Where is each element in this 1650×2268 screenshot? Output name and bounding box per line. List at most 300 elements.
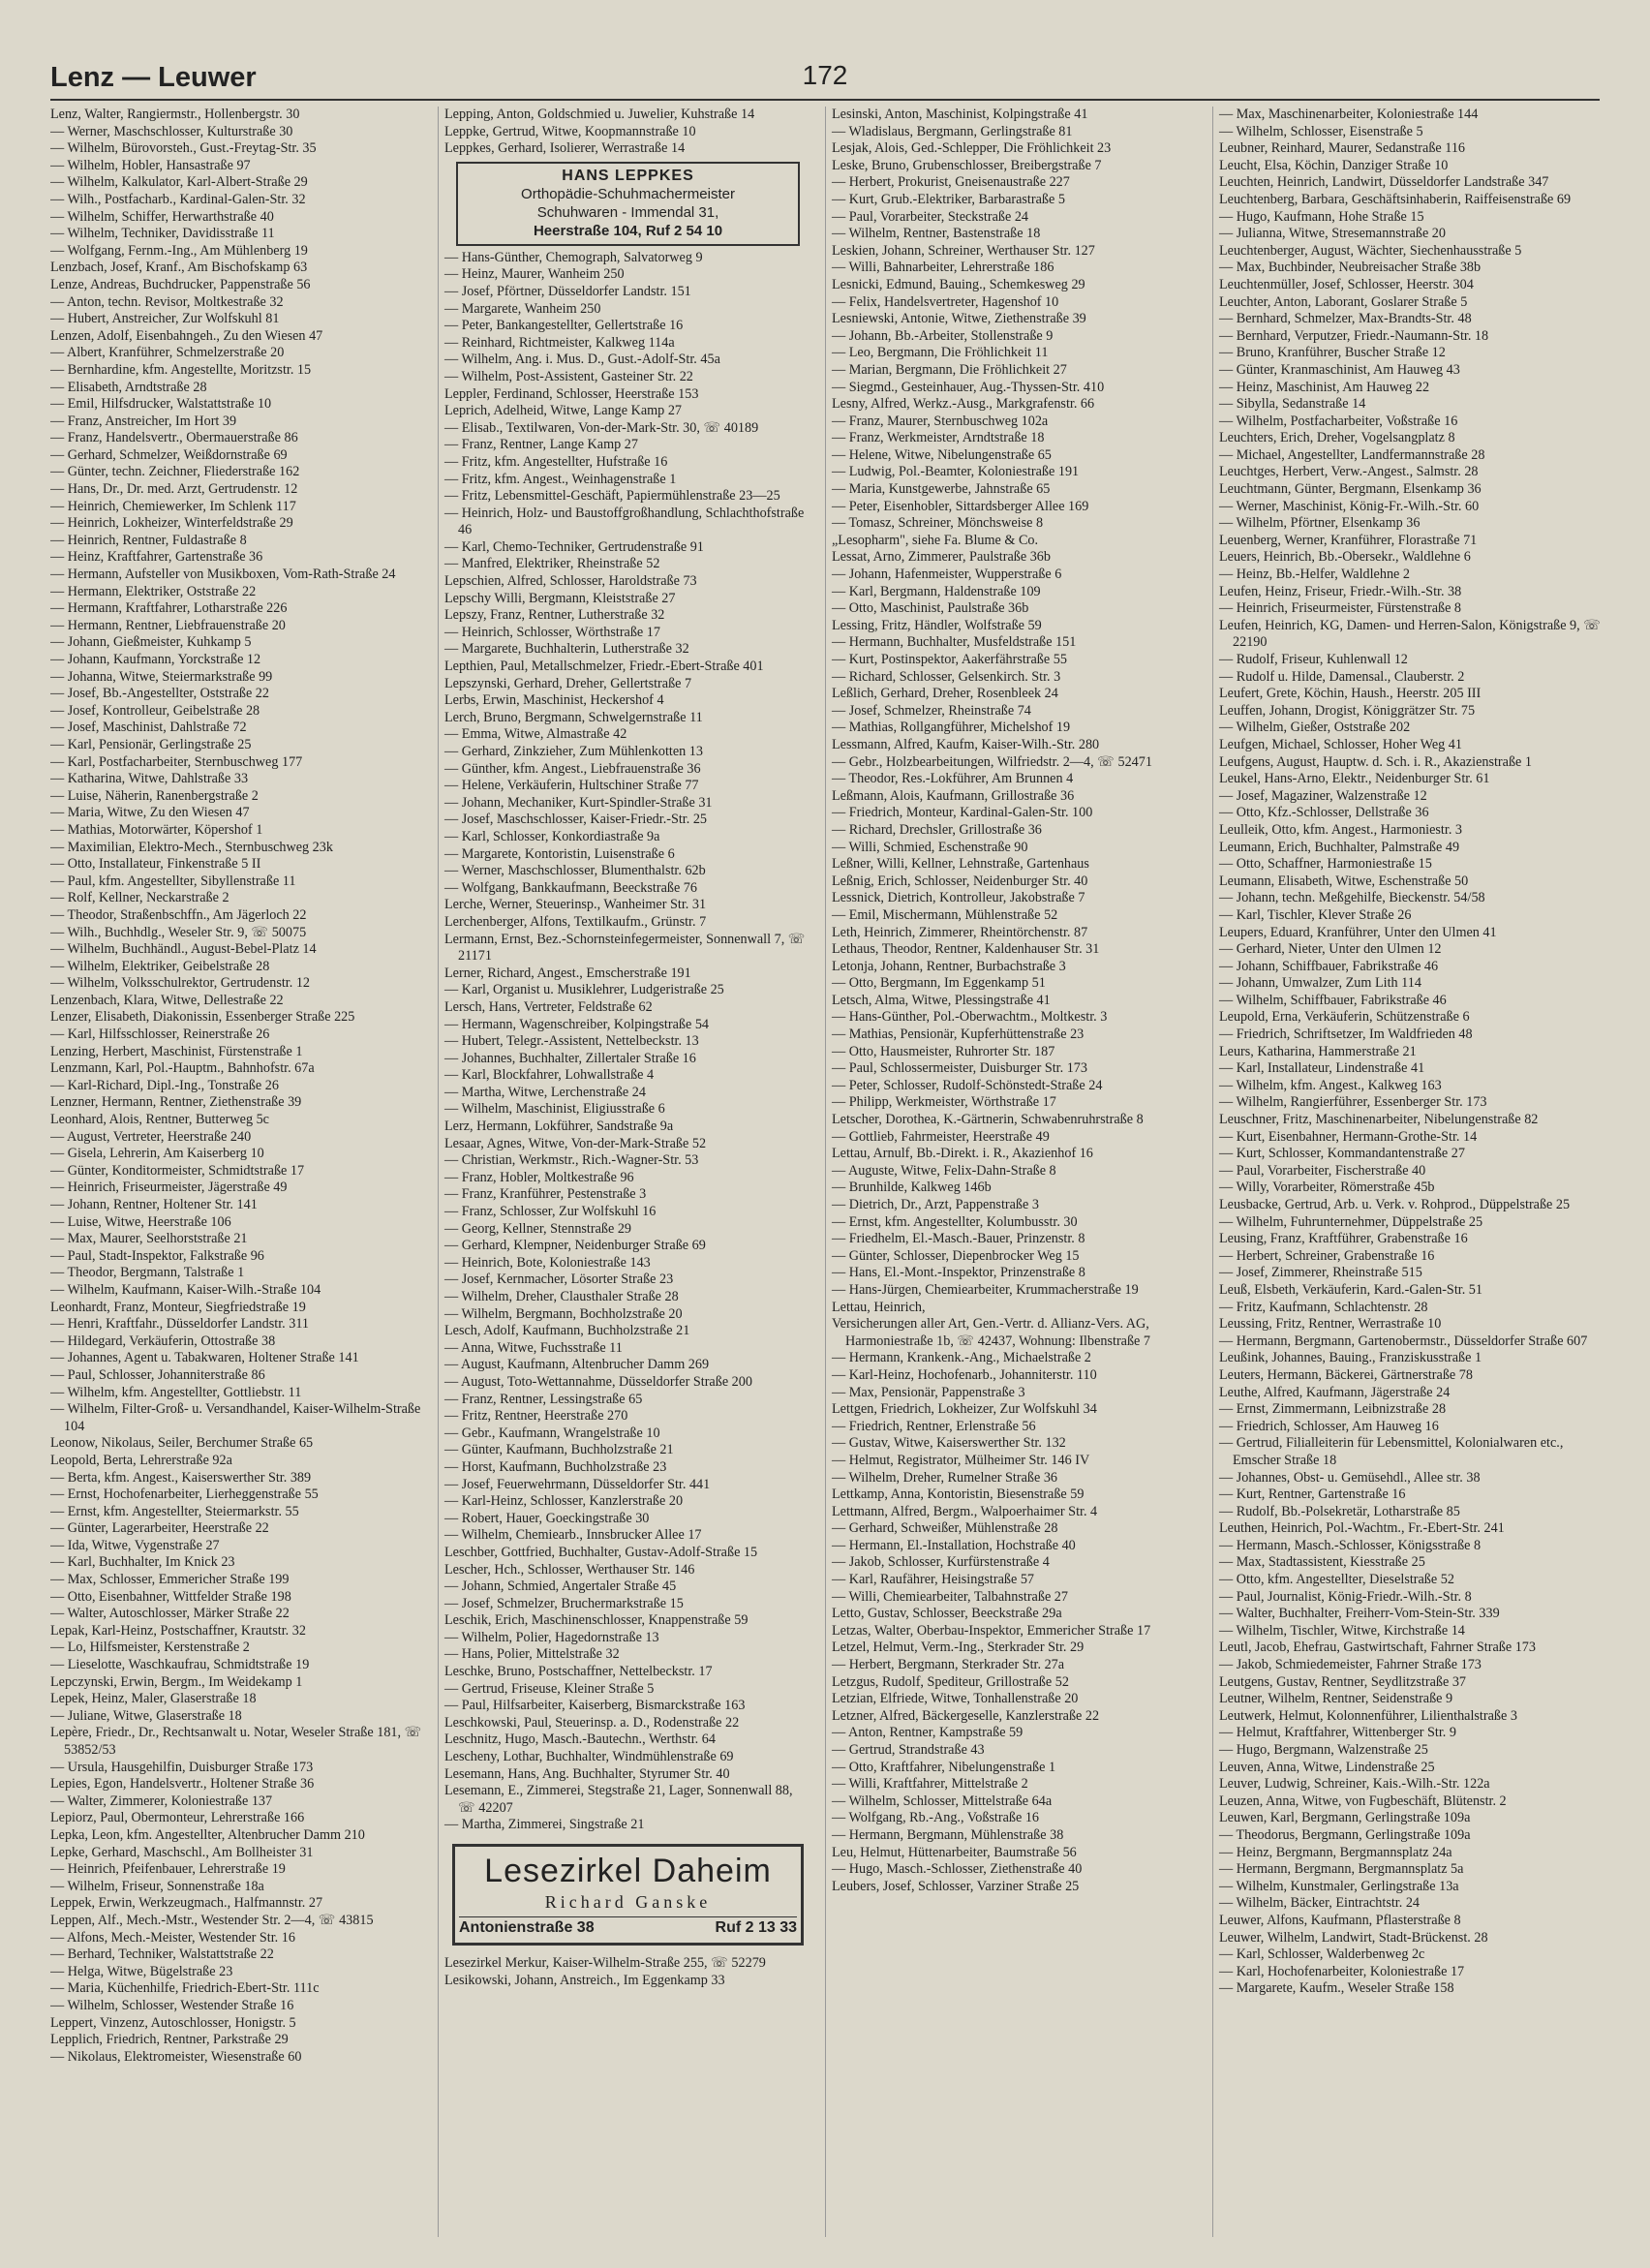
directory-entry: — Hans-Jürgen, Chemiearbeiter, Krummacherstraße 19 xyxy=(832,1281,1139,1298)
directory-entry: — Gerhard, Schweißer, Mühlenstraße 28 xyxy=(832,1520,1058,1537)
directory-entry: — Theodor, Res.-Lokführer, Am Brunnen 4 xyxy=(832,771,1074,787)
directory-entry: — Johannes, Obst- u. Gemüsehdl., Allee str. 38 xyxy=(1219,1469,1481,1486)
directory-entry: — Hermann, Kraftfahrer, Lotharstraße 226 xyxy=(50,600,288,617)
directory-entry: — Felix, Handelsvertreter, Hagenshof 10 xyxy=(832,293,1059,310)
directory-entry: — Helmut, Kraftfahrer, Wittenberger Str. 9 xyxy=(1219,1725,1456,1741)
directory-entry: Leuenberg, Werner, Kranführer, Florastraße 71 xyxy=(1219,532,1478,548)
directory-entry: Leutl, Jacob, Ehefrau, Gastwirtschaft, Fahrner Straße 173 xyxy=(1219,1640,1536,1656)
directory-entry: Leuchtmann, Günter, Bergmann, Elsenkamp 36 xyxy=(1219,481,1482,498)
directory-entry: — Johann, Hafenmeister, Wupperstraße 6 xyxy=(832,567,1062,583)
directory-entry: — August, Toto-Wettannahme, Düsseldorfer Straße 200 xyxy=(444,1373,752,1390)
directory-entry: Leßner, Willi, Kellner, Lehnstraße, Gartenhaus xyxy=(832,856,1089,873)
column-3 xyxy=(825,107,1199,2237)
directory-entry: — Mathias, Rollgangführer, Michelshof 19 xyxy=(832,720,1071,736)
directory-entry: — Josef, Kontrolleur, Geibelstraße 28 xyxy=(50,702,260,719)
directory-entry: — Johanna, Witwe, Steiermarkstraße 99 xyxy=(50,668,273,685)
directory-entry: Leppkes, Gerhard, Isolierer, Werrastraße 14 xyxy=(444,140,686,157)
directory-entry: — Heinrich, Friseurmeister, Jägerstraße 49 xyxy=(50,1180,288,1196)
directory-entry: — Willi, Chemiearbeiter, Talbahnstraße 27 xyxy=(832,1588,1068,1605)
directory-entry: — Karl, Pensionär, Gerlingstraße 25 xyxy=(50,736,252,752)
directory-entry: — Marian, Bergmann, Die Fröhlichkeit 27 xyxy=(832,361,1067,378)
directory-entry: — Josef, Schmelzer, Bruchermarkstraße 15 xyxy=(444,1595,684,1611)
directory-entry: Lettmann, Alfred, Bergm., Walpoerhaimer Str. 4 xyxy=(832,1503,1098,1519)
directory-entry: Leuven, Anna, Witwe, Lindenstraße 25 xyxy=(1219,1759,1435,1775)
directory-entry: Leucht, Elsa, Köchin, Danziger Straße 10 xyxy=(1219,157,1449,173)
directory-entry: — Hermann, Bergmann, Bergmannsplatz 5a xyxy=(1219,1861,1464,1878)
directory-entry: — Otto, Installateur, Finkenstraße 5 II xyxy=(50,856,261,873)
directory-entry: — Leo, Bergmann, Die Fröhlichkeit 11 xyxy=(832,345,1049,361)
directory-entry: — Juliane, Witwe, Glaserstraße 18 xyxy=(50,1707,242,1724)
directory-entry: Versicherungen aller Art, Gen.-Vertr. d. Allianz-Vers. AG, Harmoniestraße 1b, ☏ 42437, Wohnung: Ilbenstraße 7 xyxy=(832,1316,1150,1349)
directory-entry: — Wilhelm, Schiffer, Herwarthstraße 40 xyxy=(50,208,274,225)
directory-entry: — Heinz, Kraftfahrer, Gartenstraße 36 xyxy=(50,549,263,566)
directory-entry: Leufgen, Michael, Schlosser, Hoher Weg 41 xyxy=(1219,736,1462,752)
leppkes-advertisement xyxy=(456,162,800,246)
directory-entry: — Karl-Richard, Dipl.-Ing., Tonstraße 26 xyxy=(50,1077,279,1093)
directory-entry: — Helga, Witwe, Bügelstraße 23 xyxy=(50,1963,233,1979)
directory-entry: — Bernhard, Verputzer, Friedr.-Naumann-Str. 18 xyxy=(1219,327,1489,344)
directory-entry: Letzgus, Rudolf, Spediteur, Grillostraße 52 xyxy=(832,1673,1069,1690)
directory-entry: — Heinrich, Bote, Koloniestraße 143 xyxy=(444,1254,651,1271)
directory-entry: Leuchtenberger, August, Wächter, Siechenhausstraße 5 xyxy=(1219,242,1522,259)
directory-entry: — Theodor, Straßenbschffn., Am Jägerloch 22 xyxy=(50,906,307,923)
directory-entry: — Martha, Witwe, Lerchenstraße 24 xyxy=(444,1084,646,1100)
directory-entry: — Bernhardine, kfm. Angestellte, Moritzstr. 15 xyxy=(50,361,312,378)
directory-entry: — Margarete, Kontoristin, Luisenstraße 6 xyxy=(444,845,675,862)
directory-entry: Lenzner, Hermann, Rentner, Ziethenstraße 39 xyxy=(50,1094,302,1111)
directory-entry: — Gebr., Kaufmann, Wrangelstraße 10 xyxy=(444,1425,660,1441)
directory-entry: — Hugo, Masch.-Schlosser, Ziethenstraße 40 xyxy=(832,1861,1083,1878)
directory-entry: — Hans, Dr., Dr. med. Arzt, Gertrudenstr. 12 xyxy=(50,481,298,498)
directory-entry: — Wilhelm, Buchhändl., August-Bebel-Platz 14 xyxy=(50,941,317,958)
directory-entry: — Theodorus, Bergmann, Gerlingstraße 109a xyxy=(1219,1826,1471,1843)
directory-entry: — Hermann, Masch.-Schlosser, Königsstraße 8 xyxy=(1219,1537,1482,1553)
directory-entry: Leprich, Adelheid, Witwe, Lange Kamp 27 xyxy=(444,403,683,419)
directory-entry: — Hermann, Aufsteller von Musikboxen, Vom-Rath-Straße 24 xyxy=(50,567,396,583)
directory-entry: — Bernhard, Schmelzer, Max-Brandts-Str. 48 xyxy=(1219,311,1472,327)
directory-entry: — Otto, Hausmeister, Ruhrorter Str. 187 xyxy=(832,1043,1055,1059)
directory-entry: — Karl, Buchhalter, Im Knick 23 xyxy=(50,1554,235,1571)
directory-entry: Letto, Gustav, Schlosser, Beeckstraße 29a xyxy=(832,1606,1062,1622)
directory-entry: — Josef, Bb.-Angestellter, Oststraße 22 xyxy=(50,686,269,702)
directory-entry: Lessnick, Dietrich, Kontrolleur, Jakobstraße 7 xyxy=(832,890,1085,906)
directory-entry: — Karl, Schlosser, Walderbenweg 2c xyxy=(1219,1946,1425,1963)
directory-entry: Lenzen, Adolf, Eisenbahngeh., Zu den Wiesen 47 xyxy=(50,327,323,344)
directory-entry: — Hans, Polier, Mittelstraße 32 xyxy=(444,1646,620,1663)
directory-entry: Lesch, Adolf, Kaufmann, Buchholzstraße 21 xyxy=(444,1323,690,1339)
directory-entry: Lescher, Hch., Schlosser, Werthauser Str. 146 xyxy=(444,1561,695,1578)
directory-entry: — Günter, Lagerarbeiter, Heerstraße 22 xyxy=(50,1520,269,1537)
directory-entry: — Emil, Mischermann, Mühlenstraße 52 xyxy=(832,906,1058,923)
directory-entry: Leupold, Erna, Verkäuferin, Schützenstraße 6 xyxy=(1219,1009,1470,1026)
directory-entry: — Hermann, El.-Installation, Hochstraße 40 xyxy=(832,1537,1076,1553)
directory-entry: — Josef, Schmelzer, Rheinstraße 74 xyxy=(832,702,1031,719)
directory-entry: — Franz, Werkmeister, Arndtstraße 18 xyxy=(832,430,1045,446)
directory-entry: — Max, Schlosser, Emmericher Straße 199 xyxy=(50,1572,290,1588)
directory-entry: — Hans-Günther, Pol.-Oberwachtm., Moltkestr. 3 xyxy=(832,1009,1108,1026)
directory-entry: — Paul, Journalist, König-Friedr.-Wilh.-Str. 8 xyxy=(1219,1588,1472,1605)
directory-entry: — Ludwig, Pol.-Beamter, Koloniestraße 191 xyxy=(832,464,1080,480)
ad-title: Lesezirkel Daheim xyxy=(484,1853,772,1889)
directory-entry: — Herbert, Schreiner, Grabenstraße 16 xyxy=(1219,1247,1435,1264)
directory-entry: — Brunhilde, Kalkweg 146b xyxy=(832,1180,992,1196)
directory-entry: — Helmut, Registrator, Mülheimer Str. 146 IV xyxy=(832,1452,1090,1468)
directory-entry: Leufgens, August, Hauptw. d. Sch. i. R., Akazienstraße 1 xyxy=(1219,753,1532,770)
directory-entry: — Wladislaus, Bergmann, Gerlingstraße 81 xyxy=(832,123,1073,139)
directory-entry: Lerche, Werner, Steuerinsp., Wanheimer Str. 31 xyxy=(444,897,707,913)
directory-entry: — Karl, Bergmann, Haldenstraße 109 xyxy=(832,583,1041,599)
directory-entry: — Heinz, Bergmann, Bergmannsplatz 24a xyxy=(1219,1844,1452,1860)
directory-entry: — Gerhard, Nieter, Unter den Ulmen 12 xyxy=(1219,941,1442,958)
directory-entry: — Paul, Vorarbeiter, Fischerstraße 40 xyxy=(1219,1162,1426,1179)
directory-entry: Leschke, Bruno, Postschaffner, Nettelbeckstr. 17 xyxy=(444,1664,713,1680)
directory-entry: — Josef, Pförtner, Düsseldorfer Landstr. 151 xyxy=(444,283,691,299)
directory-entry: Leulleik, Otto, kfm. Angest., Harmoniestr. 3 xyxy=(1219,821,1463,838)
directory-entry: — Johann, Gießmeister, Kuhkamp 5 xyxy=(50,634,252,651)
directory-entry: — Franz, Schlosser, Zur Wolfskuhl 16 xyxy=(444,1204,657,1220)
directory-entry: — Hermann, Rentner, Liebfrauenstraße 20 xyxy=(50,617,286,633)
directory-entry: Lettau, Arnulf, Bb.-Direkt. i. R., Akazienhof 16 xyxy=(832,1146,1093,1162)
directory-entry: — Günter, Konditormeister, Schmidtstraße 17 xyxy=(50,1162,305,1179)
directory-entry: Lepek, Heinz, Maler, Glaserstraße 18 xyxy=(50,1691,257,1707)
directory-entry: — Josef, Maschinist, Dahlstraße 72 xyxy=(50,720,247,736)
directory-entry: Leußink, Johannes, Bauing., Franziskusstraße 1 xyxy=(1219,1350,1482,1366)
directory-entry: — Günther, kfm. Angest., Liebfrauenstraße 36 xyxy=(444,760,701,777)
directory-entry: — August, Kaufmann, Altenbrucher Damm 269 xyxy=(444,1357,710,1373)
directory-entry: Leukel, Hans-Arno, Elektr., Neidenburger Str. 61 xyxy=(1219,771,1490,787)
directory-entry: — Margarete, Kaufm., Weseler Straße 158 xyxy=(1219,1980,1454,1997)
directory-entry: Leuers, Heinrich, Bb.-Obersekr., Waldlehne 6 xyxy=(1219,549,1471,566)
directory-entry: — Heinrich, Friseurmeister, Fürstenstraße 8 xyxy=(1219,600,1462,617)
directory-entry: — Willy, Vorarbeiter, Römerstraße 45b xyxy=(1219,1180,1435,1196)
directory-entry: — Maximilian, Elektro-Mech., Sternbuschweg 23k xyxy=(50,839,333,855)
directory-entry: Lepschien, Alfred, Schlosser, Haroldstraße 73 xyxy=(444,573,697,590)
directory-entry: Leuwen, Karl, Bergmann, Gerlingstraße 109a xyxy=(1219,1810,1471,1826)
directory-entry: — Lo, Hilfsmeister, Kerstenstraße 2 xyxy=(50,1640,250,1656)
directory-entry: — Johann, Bb.-Arbeiter, Stollenstraße 9 xyxy=(832,327,1054,344)
directory-entry: Leussing, Fritz, Rentner, Werrastraße 10 xyxy=(1219,1316,1442,1333)
directory-entry: — Willi, Bahnarbeiter, Lehrerstraße 186 xyxy=(832,260,1054,276)
directory-entry: — Wilhelm, Bürovorsteh., Gust.-Freytag-Str. 35 xyxy=(50,140,317,157)
directory-entry: Leschkowski, Paul, Steuerinsp. a. D., Rodenstraße 22 xyxy=(444,1714,740,1731)
directory-entry: — Franz, Anstreicher, Im Hort 39 xyxy=(50,413,237,429)
directory-entry: — Johann, Schmied, Angertaler Straße 45 xyxy=(444,1578,677,1595)
lesezirkel-advertisement xyxy=(452,1844,804,1946)
directory-entry: — Wilhelm, Filter-Groß- u. Versandhandel, Kaiser-Wilhelm-Straße 104 xyxy=(50,1401,421,1434)
directory-entry: — Max, Buchbinder, Neubreisacher Straße 38b xyxy=(1219,260,1482,276)
directory-entry: — Paul, Hilfsarbeiter, Kaiserberg, Bismarckstraße 163 xyxy=(444,1698,746,1714)
directory-entry: — Heinrich, Schlosser, Wörthstraße 17 xyxy=(444,624,660,640)
ad-title: HANS LEPPKES xyxy=(562,167,694,184)
directory-entry: — Franz, Maurer, Sternbuschweg 102a xyxy=(832,413,1049,429)
directory-entry: — Kurt, Rentner, Gartenstraße 16 xyxy=(1219,1486,1406,1503)
directory-entry: — Hans-Günther, Chemograph, Salvatorweg 9 xyxy=(444,249,703,265)
directory-entry: — Karl, Installateur, Lindenstraße 41 xyxy=(1219,1060,1425,1077)
directory-entry: Lepping, Anton, Goldschmied u. Juwelier, Kuhstraße 14 xyxy=(444,107,755,122)
directory-entry: — Gertrud, Filialleiterin für Lebensmittel, Kolonialwaren etc., Emscher Straße 18 xyxy=(1219,1435,1564,1468)
directory-entry: Lepak, Karl-Heinz, Postschaffner, Krautstr. 32 xyxy=(50,1622,306,1639)
directory-entry: — Ernst, Hochofenarbeiter, Lierheggenstraße 55 xyxy=(50,1486,319,1503)
directory-entry: Leuffen, Johann, Drogist, Königgrätzer Str. 75 xyxy=(1219,702,1476,719)
directory-entry: Lepschy Willi, Bergmann, Kleiststraße 27 xyxy=(444,590,676,606)
directory-entry: Letscher, Dorothea, K.-Gärtnerin, Schwabenruhrstraße 8 xyxy=(832,1112,1144,1128)
directory-entry: — Emma, Witwe, Almastraße 42 xyxy=(444,726,627,743)
directory-entry: — Hermann, Buchhalter, Musfeldstraße 151 xyxy=(832,634,1077,651)
directory-entry: — Karl, Hochofenarbeiter, Koloniestraße 17 xyxy=(1219,1963,1465,1979)
directory-entry: — Fritz, Lebensmittel-Geschäft, Papiermühlenstraße 23—25 xyxy=(444,488,780,505)
directory-entry: — Hubert, Anstreicher, Zur Wolfskuhl 81 xyxy=(50,311,280,327)
directory-entry: Lesezirkel Merkur, Kaiser-Wilhelm-Straße 255, ☏ 52279 xyxy=(444,1955,766,1971)
directory-entry: Lenzing, Herbert, Maschinist, Fürstenstraße 1 xyxy=(50,1043,303,1059)
directory-entry: — Maria, Küchenhilfe, Friedrich-Ebert-Str. 111c xyxy=(50,1980,320,1997)
directory-entry: — Friedrich, Schriftsetzer, Im Waldfrieden 48 xyxy=(1219,1027,1473,1043)
directory-entry: — Wilhelm, Kaufmann, Kaiser-Wilh.-Straße 104 xyxy=(50,1281,321,1298)
directory-entry: Leuchtenberg, Barbara, Geschäftsinhaberin, Raiffeisenstraße 69 xyxy=(1219,191,1572,207)
ad-line: Orthopädie-Schuhmachermeister xyxy=(521,185,735,202)
directory-entry: — Wilhelm, Maschinist, Eligiusstraße 6 xyxy=(444,1101,665,1118)
directory-entry: — Walter, Buchhalter, Freiherr-Vom-Stein-Str. 339 xyxy=(1219,1606,1500,1622)
directory-entry: — Ernst, kfm. Angestellter, Steiermarkstr. 55 xyxy=(50,1503,299,1519)
directory-entry: — Elisabeth, Arndtstraße 28 xyxy=(50,379,207,395)
directory-entry: — Werner, Maschschlosser, Blumenthalstr. 62b xyxy=(444,863,706,879)
directory-entry: Letzner, Alfred, Bäckergeselle, Kanzlerstraße 22 xyxy=(832,1707,1100,1724)
directory-entry: — Johann, Kaufmann, Yorckstraße 12 xyxy=(50,652,261,667)
directory-entry: — Georg, Kellner, Stennstraße 29 xyxy=(444,1220,632,1237)
directory-entry: — Paul, Stadt-Inspektor, Falkstraße 96 xyxy=(50,1247,264,1264)
directory-entry: Lermann, Ernst, Bez.-Schornsteinfegermeister, Sonnenwall 7, ☏ 21171 xyxy=(444,931,806,965)
directory-entry: — Alfons, Mech.-Meister, Westender Str. 16 xyxy=(50,1929,295,1946)
directory-entry: — Heinz, Bb.-Helfer, Waldlehne 2 xyxy=(1219,567,1410,583)
directory-entry: — Wolfgang, Bankkaufmann, Beeckstraße 76 xyxy=(444,879,697,896)
directory-entry: — Wilhelm, Friseur, Sonnenstraße 18a xyxy=(50,1878,264,1894)
directory-entry: — Fritz, kfm. Angestellter, Hufstraße 16 xyxy=(444,453,668,470)
directory-entry: — Wilhelm, kfm. Angest., Kalkweg 163 xyxy=(1219,1077,1442,1093)
directory-entry: — Paul, Vorarbeiter, Steckstraße 24 xyxy=(832,208,1029,225)
directory-entry: — Horst, Kaufmann, Buchholzstraße 23 xyxy=(444,1458,667,1475)
directory-entry: — Gisela, Lehrerin, Am Kaiserberg 10 xyxy=(50,1146,264,1162)
directory-entry: — Max, Maschinenarbeiter, Koloniestraße 144 xyxy=(1219,107,1479,122)
directory-entry: — Wilhelm, Dreher, Clausthaler Straße 28 xyxy=(444,1289,679,1304)
directory-entry: — Johann, Schiffbauer, Fabrikstraße 46 xyxy=(1219,958,1439,974)
directory-entry: Letzel, Helmut, Verm.-Ing., Sterkrader Str. 29 xyxy=(832,1640,1085,1656)
directory-entry: Leutner, Wilhelm, Rentner, Seidenstraße 9 xyxy=(1219,1691,1453,1707)
directory-entry: — Wolfgang, Fernm.-Ing., Am Mühlenberg 19 xyxy=(50,242,308,259)
directory-entry: Leuwer, Alfons, Kaufmann, Pflasterstraße 8 xyxy=(1219,1912,1461,1928)
directory-entry: — Jakob, Schmiedemeister, Fahrner Straße 173 xyxy=(1219,1657,1482,1673)
directory-entry: Leuthe, Alfred, Kaufmann, Jägerstraße 24 xyxy=(1219,1384,1451,1400)
directory-entry: — Karl, Blockfahrer, Lohwallstraße 4 xyxy=(444,1067,655,1084)
directory-entry: — Wilhelm, Volksschulrektor, Gertrudenstr. 12 xyxy=(50,975,311,992)
directory-entry: Leuters, Hermann, Bäckerei, Gärtnerstraße 78 xyxy=(1219,1366,1473,1383)
directory-entry: — Helene, Witwe, Nibelungenstraße 65 xyxy=(832,446,1052,463)
directory-entry: — Gertrud, Strandstraße 43 xyxy=(832,1742,985,1758)
columns xyxy=(50,107,1600,2237)
directory-entry: — Ursula, Hausgehilfin, Duisburger Straße 173 xyxy=(50,1759,314,1775)
directory-entry: Leurs, Katharina, Hammerstraße 21 xyxy=(1219,1043,1417,1059)
directory-entry: — Hermann, Wagenschreiber, Kolpingstraße 54 xyxy=(444,1016,710,1032)
directory-entry: — Wilhelm, Fuhrunternehmer, Düppelstraße 25 xyxy=(1219,1213,1483,1230)
directory-entry: Lepke, Gerhard, Maschschl., Am Bollheister 31 xyxy=(50,1844,314,1860)
directory-entry: — Karl, Hilfsschlosser, Reinerstraße 26 xyxy=(50,1027,270,1043)
directory-entry: Leupers, Eduard, Kranführer, Unter den Ulmen 41 xyxy=(1219,924,1497,940)
directory-entry: — Rudolf, Bb.-Polsekretär, Lotharstraße 85 xyxy=(1219,1503,1460,1519)
directory-entry: — Kurt, Schlosser, Kommandantenstraße 27 xyxy=(1219,1146,1465,1162)
directory-entry: Lesemann, Hans, Ang. Buchhalter, Styrumer Str. 40 xyxy=(444,1765,730,1782)
directory-entry: — Wilhelm, Schlosser, Mittelstraße 64a xyxy=(832,1793,1053,1809)
directory-entry: — Mathias, Pensionär, Kupferhüttenstraße 23 xyxy=(832,1027,1085,1043)
directory-entry: — Gustav, Witwe, Kaiserswerther Str. 132 xyxy=(832,1435,1066,1452)
directory-entry: — Heinz, Maurer, Wanheim 250 xyxy=(444,266,625,283)
directory-entry: — Hermann, Bergmann, Mühlenstraße 38 xyxy=(832,1826,1064,1843)
directory-entry: Lessat, Arno, Zimmerer, Paulstraße 36b xyxy=(832,549,1051,566)
directory-entry: — Johann, Mechaniker, Kurt-Spindler-Straße 31 xyxy=(444,794,713,811)
directory-entry: Lepszy, Franz, Rentner, Lutherstraße 32 xyxy=(444,607,665,624)
directory-entry: — Wilhelm, Chemiearb., Innsbrucker Allee 17 xyxy=(444,1527,702,1544)
directory-entry: Leuver, Ludwig, Schreiner, Kais.-Wilh.-Str. 122a xyxy=(1219,1776,1490,1793)
directory-entry: — Siegmd., Gesteinhauer, Aug.-Thyssen-Str. 410 xyxy=(832,379,1105,395)
directory-entry: — Hans, El.-Mont.-Inspektor, Prinzenstraße 8 xyxy=(832,1265,1085,1281)
directory-entry: — Richard, Drechsler, Grillostraße 36 xyxy=(832,821,1042,838)
directory-entry: — Rudolf u. Hilde, Damensal., Clauberstr. 2 xyxy=(1219,668,1465,685)
directory-entry: Leske, Bruno, Grubenschlosser, Breibergstraße 7 xyxy=(832,157,1102,173)
directory-entry: — Wilhelm, Ang. i. Mus. D., Gust.-Adolf-Str. 45a xyxy=(444,352,720,368)
directory-entry: — Katharina, Witwe, Dahlstraße 33 xyxy=(50,771,249,787)
directory-entry: Lepplich, Friedrich, Rentner, Parkstraße 29 xyxy=(50,2032,289,2048)
page-header xyxy=(50,56,1600,101)
directory-entry: Lerz, Hermann, Lokführer, Sandstraße 9a xyxy=(444,1119,674,1135)
directory-entry: Lepczynski, Erwin, Bergm., Im Weidekamp 1 xyxy=(50,1673,303,1690)
directory-entry: — Albert, Kranführer, Schmelzerstraße 20 xyxy=(50,345,285,361)
directory-entry: — Johann, Rentner, Holtener Str. 141 xyxy=(50,1197,258,1212)
directory-entry: — Emil, Hilfsdrucker, Walstattstraße 10 xyxy=(50,396,272,413)
directory-entry: — Wilhelm, Dreher, Rumelner Straße 36 xyxy=(832,1469,1058,1486)
directory-entry: — Otto, Eisenbahner, Wittfelder Straße 198 xyxy=(50,1588,291,1605)
directory-entry: — Anton, Rentner, Kampstraße 59 xyxy=(832,1725,1024,1741)
directory-entry: — Josef, Magaziner, Walzenstraße 12 xyxy=(1219,787,1427,804)
directory-entry: — Max, Pensionär, Pappenstraße 3 xyxy=(832,1384,1025,1400)
directory-entry: — Gottlieb, Fahrmeister, Heerstraße 49 xyxy=(832,1128,1050,1145)
directory-entry: — Werner, Maschinist, König-Fr.-Wilh.-Str. 60 xyxy=(1219,498,1480,514)
page-number: 172 xyxy=(802,60,848,90)
directory-entry: Leuzen, Anna, Witwe, von Fugbeschäft, Blütenstr. 2 xyxy=(1219,1793,1507,1809)
directory-entry: Lescheny, Lothar, Buchhalter, Windmühlenstraße 69 xyxy=(444,1749,734,1765)
directory-entry: Lesniewski, Antonie, Witwe, Ziethenstraße 39 xyxy=(832,311,1086,327)
directory-entry: — Berta, kfm. Angest., Kaiserswerther Str. 389 xyxy=(50,1469,312,1486)
directory-entry: — Dietrich, Dr., Arzt, Pappenstraße 3 xyxy=(832,1197,1039,1212)
directory-entry: Letonja, Johann, Rentner, Burbachstraße 3 xyxy=(832,958,1066,974)
directory-entry: — Karl, Tischler, Klever Straße 26 xyxy=(1219,906,1412,923)
directory-entry: — Wilhelm, Kalkulator, Karl-Albert-Straße 29 xyxy=(50,174,308,191)
directory-entry: — Gerhard, Zinkzieher, Zum Mühlenkotten 13 xyxy=(444,744,703,759)
directory-entry: — Hugo, Kaufmann, Hohe Straße 15 xyxy=(1219,208,1424,225)
directory-entry: Leufert, Grete, Köchin, Haush., Heerstr. 205 III xyxy=(1219,686,1482,702)
directory-entry: — Johannes, Agent u. Tabakwaren, Holtener Straße 141 xyxy=(50,1350,359,1366)
directory-entry: — Otto, Maschinist, Paulstraße 36b xyxy=(832,600,1029,617)
directory-entry: — Otto, Kfz.-Schlosser, Dellstraße 36 xyxy=(1219,805,1429,821)
directory-entry: Lerch, Bruno, Bergmann, Schwelgernstraße 11 xyxy=(444,709,703,725)
directory-entry: — Hubert, Telegr.-Assistent, Nettelbeckstr. 13 xyxy=(444,1033,699,1050)
directory-entry: — Philipp, Werkmeister, Wörthstraße 17 xyxy=(832,1094,1056,1111)
directory-entry: — Ernst, kfm. Angestellter, Kolumbusstr. 30 xyxy=(832,1213,1078,1230)
directory-entry: Leschik, Erich, Maschinenschlosser, Knappenstraße 59 xyxy=(444,1612,749,1629)
directory-entry: — Wilhelm, Schlosser, Eisenstraße 5 xyxy=(1219,123,1423,139)
directory-entry: Leuchters, Erich, Dreher, Vogelsangplatz 8 xyxy=(1219,430,1455,446)
directory-entry: — Wilhelm, Polier, Hagedornstraße 13 xyxy=(444,1629,659,1645)
directory-entry: — Heinrich, Holz- und Baustoffgroßhandlung, Schlachthofstraße 46 xyxy=(444,505,805,538)
directory-entry: Leppert, Vinzenz, Autoschlosser, Honigstr. 5 xyxy=(50,2014,296,2031)
directory-entry: — Friedhelm, El.-Masch.-Bauer, Prinzenstr. 8 xyxy=(832,1231,1085,1247)
directory-entry: — Willi, Schmied, Eschenstraße 90 xyxy=(832,839,1028,855)
directory-entry: Leufen, Heinz, Friseur, Friedr.-Wilh.-Str. 38 xyxy=(1219,583,1462,599)
directory-entry: — Wilhelm, Techniker, Davidisstraße 11 xyxy=(50,226,275,242)
ad-phone: Ruf 2 13 33 xyxy=(715,1919,797,1936)
directory-entry: Leuwer, Wilhelm, Landwirt, Stadt-Brückenst. 28 xyxy=(1219,1929,1488,1946)
directory-entry: — Gebr., Holzbearbeitungen, Wilfriedstr. 2—4, ☏ 52471 xyxy=(832,753,1152,770)
ad-line: Schuhwaren - Immendal 31, xyxy=(536,203,719,221)
directory-entry: — Wilh., Buchhdlg., Weseler Str. 9, ☏ 50075 xyxy=(50,924,307,940)
directory-entry: Lesemann, E., Zimmerei, Stegstraße 21, Lager, Sonnenwall 88, ☏ 42207 xyxy=(444,1783,793,1816)
directory-entry: Lepthien, Paul, Metallschmelzer, Friedr.-Ebert-Straße 401 xyxy=(444,659,764,675)
directory-entry: Letzian, Elfriede, Witwe, Tonhallenstraße 20 xyxy=(832,1691,1079,1707)
directory-entry: Leuchtenmüller, Josef, Schlosser, Heerstr. 304 xyxy=(1219,276,1474,292)
directory-entry: Leth, Heinrich, Zimmerer, Rheintörchenstr. 87 xyxy=(832,924,1088,940)
directory-entry: — Hildegard, Verkäuferin, Ottostraße 38 xyxy=(50,1333,276,1349)
directory-entry: Leßlich, Gerhard, Dreher, Rosenbleek 24 xyxy=(832,686,1058,702)
directory-entry: — Hermann, Elektriker, Oststraße 22 xyxy=(50,583,257,599)
directory-entry: Lethaus, Theodor, Rentner, Kaldenhauser Str. 31 xyxy=(832,941,1100,958)
directory-entry: Leskien, Johann, Schreiner, Werthauser Str. 127 xyxy=(832,242,1095,259)
directory-entry: — Henri, Kraftfahr., Düsseldorfer Landstr. 311 xyxy=(50,1316,309,1333)
directory-entry: — Josef, Maschschlosser, Kaiser-Friedr.-Str. 25 xyxy=(444,812,708,828)
directory-entry: Leppke, Gertrud, Witwe, Koopmannstraße 10 xyxy=(444,123,696,139)
directory-entry: — Willi, Kraftfahrer, Mittelstraße 2 xyxy=(832,1776,1028,1793)
column-1 xyxy=(50,107,423,2237)
directory-entry: — Ernst, Zimmermann, Leibnizstraße 28 xyxy=(1219,1401,1447,1418)
directory-entry: — Mathias, Motorwärter, Köpershof 1 xyxy=(50,821,263,838)
directory-entry: — Wilhelm, Postfacharbeiter, Voßstraße 16 xyxy=(1219,413,1458,429)
directory-entry: — Günter, Schlosser, Diepenbrocker Weg 15 xyxy=(832,1247,1080,1264)
directory-entry: — Julianna, Witwe, Stresemannstraße 20 xyxy=(1219,226,1446,242)
directory-entry: Lesinski, Anton, Maschinist, Kolpingstraße 41 xyxy=(832,107,1088,122)
directory-entry: — Heinrich, Lokheizer, Winterfeldstraße 29 xyxy=(50,515,293,532)
directory-entry: — Richard, Schlosser, Gelsenkirch. Str. 3 xyxy=(832,668,1061,685)
directory-entry: — Wilhelm, Rentner, Bastenstraße 18 xyxy=(832,226,1041,242)
directory-entry: — Wilhelm, Schiffbauer, Fabrikstraße 46 xyxy=(1219,992,1447,1008)
directory-entry: — Hermann, Krankenk.-Ang., Michaelstraße 2 xyxy=(832,1350,1091,1366)
directory-entry: — Wilhelm, Hobler, Hansastraße 97 xyxy=(50,157,251,173)
directory-entry: — Wolfgang, Rb.-Ang., Voßstraße 16 xyxy=(832,1810,1040,1826)
directory-entry: — Franz, Kranführer, Pestenstraße 3 xyxy=(444,1186,647,1203)
directory-entry: — Wilhelm, Schlosser, Westender Straße 16 xyxy=(50,1997,294,2013)
directory-entry: Leschnitz, Hugo, Masch.-Bautechn., Werthstr. 64 xyxy=(444,1732,716,1748)
directory-entry: — Peter, Schlosser, Rudolf-Schönstedt-Straße 24 xyxy=(832,1077,1103,1093)
directory-entry: — Theodor, Bergmann, Talstraße 1 xyxy=(50,1265,245,1281)
directory-entry: Lenzer, Elisabeth, Diakonissin, Essenberger Straße 225 xyxy=(50,1009,355,1026)
directory-entry: — Wilhelm, kfm. Angestellter, Gottliebstr. 11 xyxy=(50,1384,302,1400)
directory-entry: — Maria, Witwe, Zu den Wiesen 47 xyxy=(50,805,250,821)
directory-entry: — Heinz, Maschinist, Am Hauweg 22 xyxy=(1219,379,1430,395)
directory-entry: — Ida, Witwe, Vygenstraße 27 xyxy=(50,1537,220,1553)
directory-entry: Lettkamp, Anna, Kontoristin, Biesenstraße 59 xyxy=(832,1486,1085,1503)
directory-entry: Lepère, Friedr., Dr., Rechtsanwalt u. Notar, Weseler Straße 181, ☏ 53852/53 xyxy=(50,1725,422,1758)
ad-contact-row xyxy=(459,1916,797,1937)
directory-entry: — Berhard, Techniker, Walstattstraße 22 xyxy=(50,1946,274,1963)
directory-entry: — Wilhelm, Rangierführer, Essenberger Str. 173 xyxy=(1219,1094,1487,1111)
directory-entry: Lenze, Andreas, Buchdrucker, Pappenstraße 56 xyxy=(50,276,311,292)
directory-entry: — Christian, Werkmstr., Rich.-Wagner-Str. 53 xyxy=(444,1152,699,1169)
directory-entry: Leumann, Elisabeth, Witwe, Eschenstraße 50 xyxy=(1219,873,1469,889)
directory-entry: — Karl, Schlosser, Konkordiastraße 9a xyxy=(444,828,660,844)
